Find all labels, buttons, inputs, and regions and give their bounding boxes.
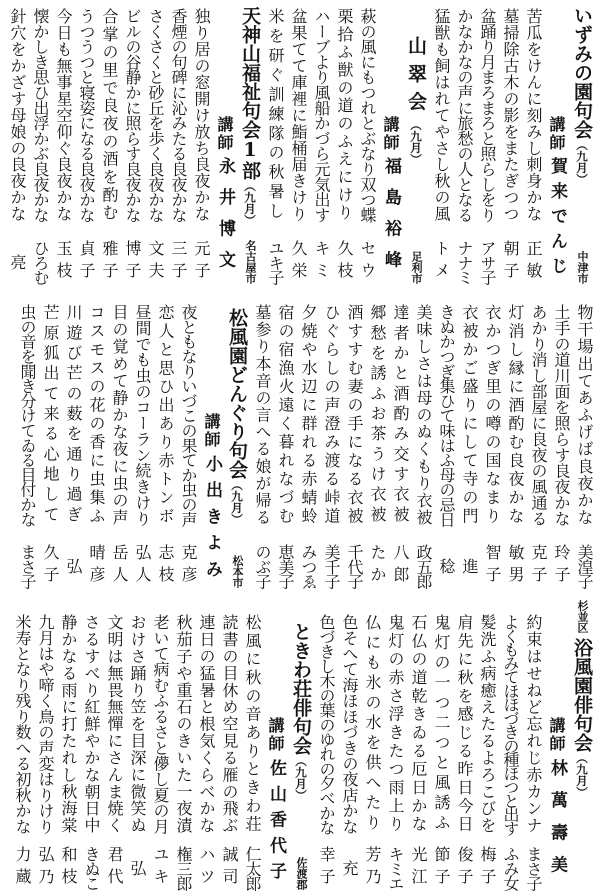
section-title: [402, 36, 430, 165]
haiku-author: 充: [340, 860, 359, 876]
haiku-column: [241, 598, 264, 896]
lecturer-name: 永井博文: [215, 156, 235, 282]
haiku-column: [407, 598, 430, 896]
section-month: （九月）: [230, 479, 244, 525]
haiku-author: キミエ: [386, 846, 405, 891]
lecturer-label: 講師: [266, 717, 285, 754]
haiku-author: 敏男: [506, 544, 525, 588]
section-title-column: [402, 0, 430, 290]
haiku-text: 静かなる雨に打たれし秋海棠: [59, 614, 78, 834]
haiku-text: 衣かつぎ里の噂の国なまり: [483, 304, 502, 526]
haiku-author: セウ: [358, 240, 377, 284]
haiku-column: [251, 292, 274, 594]
section-title: [568, 638, 596, 798]
haiku-column: [154, 292, 177, 594]
haiku-text: さくさくと砂丘を歩く良夜かな: [146, 8, 165, 223]
haiku-column: [274, 292, 297, 594]
section-name: ときわ荘俳句会: [290, 622, 312, 755]
haiku-text: 灯消し縁に酒酌む良夜かな: [506, 304, 525, 526]
haiku-column: [218, 598, 241, 896]
haiku-text: 鬼灯の赤さ浮きたつ雨上り: [386, 614, 405, 834]
haiku-text: 盆果てて庫裡に鮨桶届きけり: [289, 8, 308, 222]
haiku-author: たか: [368, 544, 387, 588]
haiku-text: 米寿となり残り数へる初秋かな: [13, 614, 32, 834]
haiku-band-bottom: [0, 598, 600, 896]
haiku-author: 克子: [529, 544, 548, 588]
haiku-text: 墓参り本音の言へる娘が帰る: [253, 304, 272, 527]
haiku-author: 君代: [105, 846, 124, 890]
lecturer-name: 小出きよみ: [202, 455, 222, 587]
haiku-column: [527, 292, 550, 594]
haiku-column: [499, 598, 522, 896]
haiku-author: 弘人: [133, 544, 152, 588]
haiku-column: [177, 292, 200, 594]
haiku-column: [29, 0, 52, 290]
haiku-author: 力蔵: [13, 846, 32, 890]
place-name: 中津市: [576, 251, 589, 284]
lecturer-column: [213, 0, 236, 290]
haiku-author: ハツ: [197, 846, 216, 890]
haiku-text: 郷愁を誘ふお茶うけ衣被: [368, 304, 387, 526]
haiku-column: [287, 0, 310, 290]
section-month: （九月）: [409, 118, 423, 165]
haiku-column: [98, 0, 121, 290]
haiku-column: [389, 292, 412, 594]
haiku-text: 老いて病むふるさと儚し夏の月: [151, 614, 170, 834]
haiku-text: あかり消し部屋に良夜の風通る: [529, 304, 548, 527]
haiku-text: 香煙の句碑に沁みたる良夜かな: [169, 8, 188, 223]
section-title: [568, 6, 596, 185]
haiku-column: [504, 292, 527, 594]
place-name: 杉並区: [576, 600, 589, 633]
haiku-text: 米を研ぐ訓練隊の秋暑し: [266, 8, 285, 222]
haiku-text: かなかなの声に旅愁の人となる: [455, 8, 474, 223]
haiku-author: 八郎: [391, 544, 410, 588]
haiku-column: [315, 598, 338, 896]
haiku-author: 志枝: [156, 544, 175, 588]
haiku-column: [34, 598, 57, 896]
haiku-text: 髪洗ふ病癒えたるよろこびを: [478, 614, 497, 834]
haiku-author: 仁太郎: [243, 846, 262, 891]
haiku-author: トメ: [432, 240, 451, 284]
section-month: （九月）: [575, 139, 589, 185]
section-name: 松風園どんぐり句会: [226, 308, 248, 479]
haiku-text: ひぐらしの声澄み渡る峠道: [322, 304, 341, 526]
haiku-author: 光江: [409, 846, 428, 890]
section-title-column: [568, 0, 596, 290]
haiku-column: [121, 0, 144, 290]
haiku-author: 三子: [169, 240, 188, 284]
haiku-text: うつうつと寝姿になる良夜かな: [77, 8, 96, 223]
haiku-text: 夕焼や水辺に群れる赤蜻蛉: [299, 304, 318, 526]
haiku-author: ユキ子: [266, 240, 285, 285]
lecturer-name: 林萬壽美: [547, 758, 567, 888]
haiku-column: [108, 292, 131, 594]
haiku-column: [458, 292, 481, 594]
haiku-author: ユキ: [151, 846, 170, 890]
section-name: 浴風園俳句会: [571, 638, 593, 752]
haiku-column: [172, 598, 195, 896]
lecturer-column: [264, 598, 287, 896]
section-month: （九月）: [243, 180, 257, 226]
haiku-column: [550, 292, 573, 594]
lecturer-column: [545, 0, 568, 290]
haiku-column: [126, 598, 149, 896]
haiku-column: [131, 292, 154, 594]
haiku-text: 川遊び芒の薮を通り過ぎ: [64, 304, 83, 526]
haiku-text: 色づきし木の葉のゆれの夕べかな: [317, 614, 336, 835]
haiku-column: [264, 0, 287, 290]
haiku-author: 貞子: [77, 240, 96, 284]
haiku-text: 仏にも氷の水を供へたり: [363, 614, 382, 834]
haiku-author: 政五郎: [414, 544, 433, 589]
lecturer-label: 講師: [202, 412, 221, 449]
haiku-column: [412, 292, 435, 594]
haiku-author: まさ子: [524, 846, 543, 891]
haiku-author: 克彦: [179, 544, 198, 588]
haiku-author: 芳乃: [363, 846, 382, 890]
haiku-text: 鬼灯の一つ二つと風誘ふ: [432, 614, 451, 834]
haiku-column: [144, 0, 167, 290]
haiku-author: 幸子: [317, 846, 336, 890]
haiku-column: [149, 598, 172, 896]
haiku-text: 秋茄子や重石のきいた一夜漬: [174, 614, 193, 834]
haiku-author: 俊子: [455, 846, 474, 890]
haiku-author: 久子: [41, 544, 60, 588]
haiku-text: 猛獣も飼はれてやさし秋の風: [432, 8, 451, 222]
haiku-text: 酒すすむ妻の手になる衣被: [345, 304, 364, 526]
haiku-column: [338, 598, 361, 896]
haiku-column: [52, 0, 75, 290]
haiku-text: 肩先に秋を感じる昨日今日: [455, 614, 474, 834]
haiku-column: [16, 292, 39, 594]
haiku-text: 栗拾ふ獣の道のふえにけり: [335, 8, 354, 222]
haiku-author: 弘乃: [36, 846, 55, 890]
haiku-author: みつゑ: [299, 544, 318, 589]
haiku-author: 恵美子: [276, 544, 295, 589]
haiku-author: 久栄: [289, 240, 308, 284]
haiku-author: 権三郎: [174, 846, 193, 891]
haiku-author: 和枝: [59, 846, 78, 890]
lecturer-name: 賀来でんじ: [547, 156, 567, 282]
haiku-author: 岳人: [110, 544, 129, 588]
haiku-text: 土手の道川面を照らす良夜かな: [552, 304, 571, 527]
haiku-text: 文明は無畏無憚にさんま焼く: [105, 614, 124, 834]
section-title-column: [223, 292, 251, 594]
haiku-column: [333, 0, 356, 290]
section-name: 天神山福祉句会1部: [239, 6, 261, 180]
haiku-author: ナナミ: [455, 240, 474, 285]
haiku-column: [522, 0, 545, 290]
haiku-author: 文夫: [146, 240, 165, 284]
haiku-column: [356, 0, 379, 290]
haiku-text: 墓掃除古木の影をまたぎつつ: [501, 8, 520, 222]
haiku-text: 恋人と思ひ出あり赤トンボ: [156, 304, 175, 526]
haiku-author: 玲子: [552, 544, 571, 588]
haiku-text: きぬかつぎ集ひて味はふ母の忌日: [437, 304, 456, 527]
haiku-author: アサ子: [478, 240, 497, 285]
haiku-column: [190, 0, 213, 290]
haiku-column: [320, 292, 343, 594]
haiku-column: [430, 598, 453, 896]
haiku-text: 今日も無事星空仰ぐ良夜かな: [54, 8, 73, 222]
section-month: （九月）: [294, 755, 308, 801]
haiku-column: [75, 0, 98, 290]
haiku-text: 達者かと酒酌み交す衣被: [391, 304, 410, 526]
haiku-band-top: [0, 0, 600, 290]
haiku-author: 博子: [123, 240, 142, 284]
haiku-column: [310, 0, 333, 290]
place-name: 松本市: [231, 555, 244, 588]
haiku-text: 懐かしき思ひ出浮かぶ良夜かな: [31, 8, 50, 223]
haiku-text: 盆踊り月まろまろと照らしをり: [478, 8, 497, 223]
lecturer-name: 佐山香代子: [266, 758, 286, 888]
haiku-author: のぶ子: [253, 544, 272, 589]
haiku-author: キミ: [312, 240, 331, 284]
haiku-column: [430, 0, 453, 290]
haiku-column: [62, 292, 85, 594]
haiku-author: 誠司: [220, 846, 239, 890]
haiku-column: [57, 598, 80, 896]
haiku-column: [167, 0, 190, 290]
section-title: [223, 308, 251, 525]
haiku-text: 九月はや啼く鳥の声変はりけり: [36, 614, 55, 834]
haiku-author: 久枝: [335, 240, 354, 284]
haiku-text: 松風に秋の音ありときわ荘: [243, 614, 262, 834]
haiku-text: ビルの谷静かに照らす良夜かな: [123, 8, 142, 223]
lecturer-column: [200, 292, 223, 594]
haiku-text: 連日の猛暑と根気くらべかな: [197, 614, 216, 834]
haiku-author: 千代子: [345, 544, 364, 589]
haiku-text: ハーブより風船かづら元気出す: [312, 8, 331, 223]
haiku-column: [195, 598, 218, 896]
haiku-text: おけさ踊り笠を目深に微笑ぬ: [128, 614, 147, 834]
section-month: （九月）: [575, 752, 589, 798]
haiku-text: よくもみてほほづきの種ほつと出す: [501, 614, 520, 834]
haiku-author: 正敏: [524, 240, 543, 284]
haiku-column: [435, 292, 458, 594]
lecturer-column: [379, 0, 402, 290]
lecturer-label: 講師: [547, 717, 566, 754]
haiku-text: 合掌の里で良夜の酒を酌む: [100, 8, 119, 222]
section-title-column: [568, 598, 596, 896]
haiku-column: [39, 292, 62, 594]
haiku-column: [453, 598, 476, 896]
lecturer-name: 福島裕峰: [381, 156, 401, 282]
haiku-text: 芒原狐出て来る心地して: [41, 304, 60, 526]
haiku-text: 色そへて海ほほづきの夜店かな: [340, 614, 359, 834]
haiku-column: [476, 598, 499, 896]
place-name: 足利市: [410, 251, 423, 284]
haiku-text: 虫の音を聞き分けてゐる目付かな: [18, 304, 37, 527]
haiku-author: 雅子: [100, 240, 119, 284]
haiku-text: さるすべり紅鮮やかな朝日中: [82, 614, 101, 834]
haiku-text: 美味しさは母のぬくもり衣被: [414, 304, 433, 527]
haiku-text: 夜ともなりいづこの果てか虫の声: [179, 304, 198, 527]
haiku-author: 美湟子: [575, 544, 594, 589]
haiku-column: [573, 292, 596, 594]
haiku-column: [366, 292, 389, 594]
section-name: 山翠会: [405, 36, 427, 119]
haiku-band-middle: [0, 292, 600, 594]
haiku-text: 衣被かご盛りにして寺の門: [460, 304, 479, 526]
lecturer-label: 講師: [381, 116, 400, 152]
haiku-text: 物干場出てあふげば良夜かな: [575, 304, 594, 527]
haiku-column: [476, 0, 499, 290]
haiku-author: ひろむ: [31, 240, 50, 285]
haiku-column: [453, 0, 476, 290]
haiku-author: 弘: [64, 558, 83, 574]
haiku-column: [85, 292, 108, 594]
haiku-column: [11, 598, 34, 896]
place-name: 佐渡郡: [295, 857, 308, 890]
haiku-author: 元子: [192, 240, 211, 284]
haiku-column: [80, 598, 103, 896]
haiku-column: [343, 292, 366, 594]
haiku-column: [384, 598, 407, 896]
haiku-text: 苦瓜をけんに刻みし刺身かな: [524, 8, 543, 222]
haiku-author: ふみ女: [501, 846, 520, 891]
haiku-text: 独り居の窓開け放ち良夜かな: [192, 8, 211, 222]
haiku-author: 美千子: [322, 544, 341, 589]
haiku-author: 智子: [483, 544, 502, 588]
section-title-column: [287, 598, 315, 896]
haiku-author: 亮: [8, 254, 27, 270]
section-title-column: [236, 0, 264, 290]
haiku-column: [6, 0, 29, 290]
haiku-author: 進: [460, 558, 479, 574]
lecturer-label: 講師: [215, 116, 234, 152]
haiku-author: 節子: [432, 846, 451, 890]
haiku-column: [499, 0, 522, 290]
place-name: 名古屋市: [244, 240, 257, 284]
haiku-author: 梅子: [478, 846, 497, 890]
haiku-author: 朝子: [501, 240, 520, 284]
haiku-column: [481, 292, 504, 594]
haiku-text: コスモスの花の香に虫集ふ: [87, 304, 106, 526]
haiku-text: 約束はせねど忘れじ赤カンナ: [524, 614, 543, 834]
lecturer-label: 講師: [547, 116, 566, 152]
haiku-text: 宿の宿漁火遠く暮れなづむ: [276, 304, 295, 526]
haiku-column: [297, 292, 320, 594]
section-name: いずみの園句会: [571, 6, 593, 139]
haiku-text: 昼間でも虫のコーラン続きけり: [133, 304, 152, 527]
haiku-column: [522, 598, 545, 896]
haiku-text: 読書の目休め空見る雁の飛ぶ: [220, 614, 239, 834]
haiku-text: 石仏の道乾きゐる厄日かな: [409, 614, 428, 834]
section-title: [236, 6, 264, 226]
section-title: [287, 622, 315, 801]
haiku-column: [361, 598, 384, 896]
haiku-column: [103, 598, 126, 896]
haiku-author: 玉枝: [54, 240, 73, 284]
haiku-author: 稔: [437, 558, 456, 574]
haiku-author: 弘: [128, 860, 147, 876]
haiku-text: 目の覚めて静かな夜に虫の声: [110, 304, 129, 527]
lecturer-column: [545, 598, 568, 896]
haiku-text: 針穴をかざす母娘の良夜かな: [8, 8, 27, 222]
haiku-author: 晴彦: [87, 544, 106, 588]
haiku-author: まさ子: [18, 544, 37, 589]
haiku-text: 萩の風にもつれとぶなり双つ蝶: [358, 8, 377, 223]
haiku-author: きぬこ: [82, 846, 101, 891]
